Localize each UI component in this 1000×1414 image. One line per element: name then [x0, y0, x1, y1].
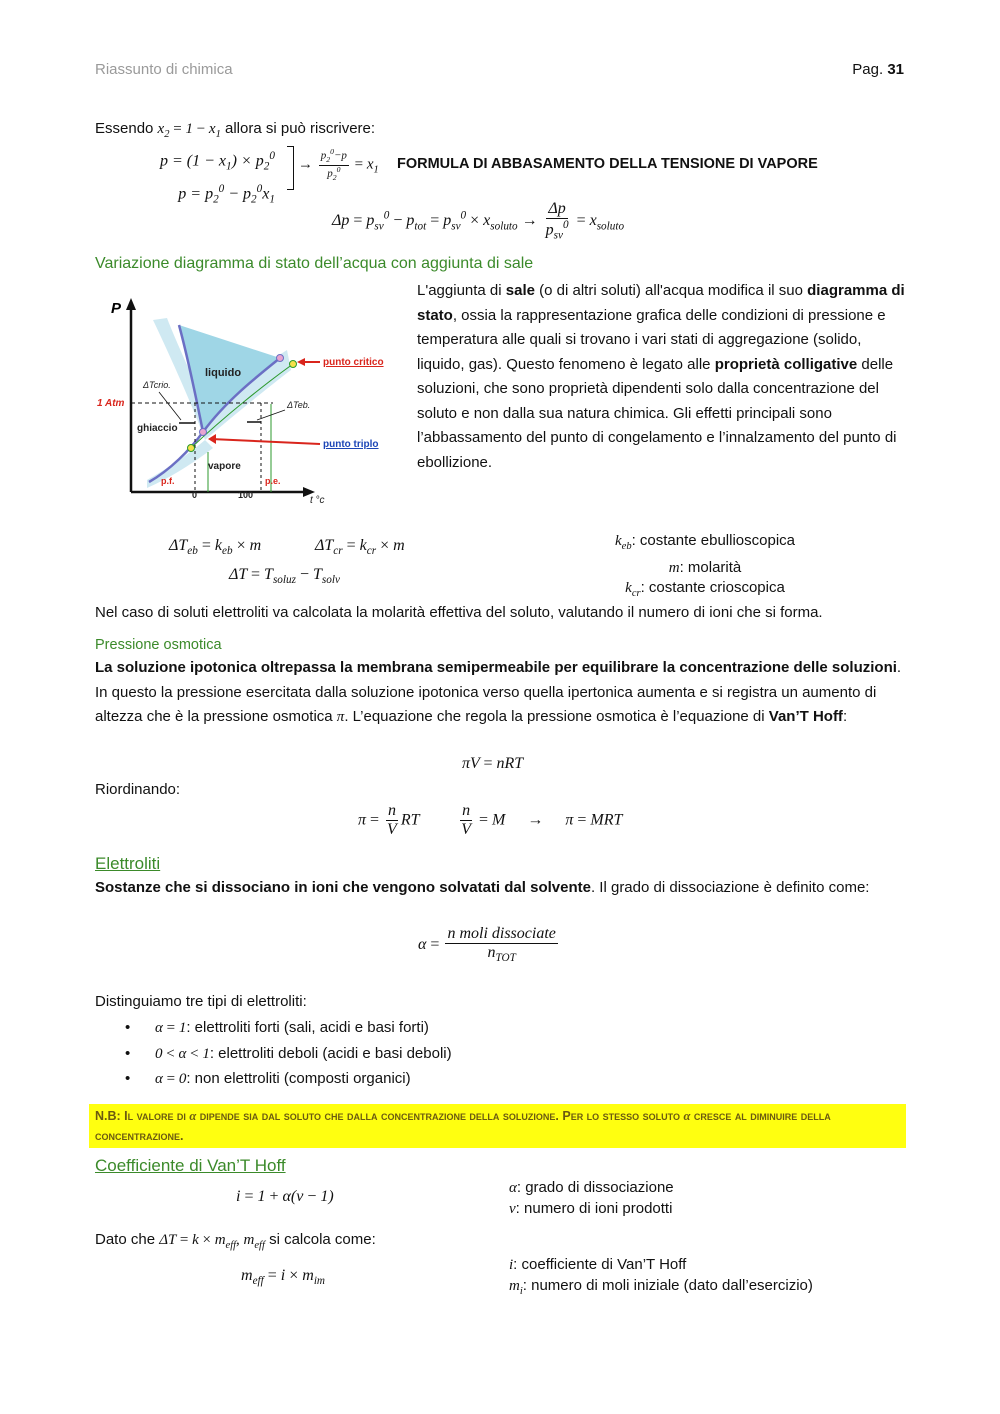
list-item: • α = 0: non elettroliti (composti organici): [155, 1067, 452, 1093]
solution-band-low: [147, 440, 213, 488]
triple-arrow: [211, 439, 320, 444]
triple-point-solution: [188, 445, 195, 452]
phase-diagram: [95, 292, 390, 510]
equation-alpha: α = $\frac{\text{n moli dissociate}}{n_{TOT}}$: [418, 925, 556, 965]
equation-dt: $\Delta T = T_{soluz} - T_{solv}$: [229, 566, 340, 587]
critical-point-solution: [290, 361, 297, 368]
osmotic-paragraph: La soluzione ipotonica oltrepassa la membrana semipermeabile per equilibrare la concentrazione delle soluzioni. In questo la pressione esercitata dalla soluzione ipotonica verso quella ipertonica aumenta e si registra un aumento di altezza che è la pressione osmotica π. L’equazione che regola la pressione osmotica è l’equazione di Van’T Hoff:: [95, 659, 902, 725]
given-line: Dato che $\Delta T = k \times m_{eff}$, $m_{eff}$ si calcola come:: [95, 1231, 376, 1251]
equation-system: $p = (1 - x_1) \times p_2^0$ $p = p_2^0 - p_2^0x_1$: [160, 150, 275, 206]
section-heading-diagram: Variazione diagramma di stato dell’acqua con aggiunta di sale: [95, 255, 534, 272]
critical-label: punto critico: [323, 357, 384, 368]
equation-dteb: $\Delta T_{eb} = k_{eb} \times m$: [169, 537, 262, 558]
electrolyte-types-list: [155, 1016, 452, 1093]
atm-label: 1 Atm: [97, 398, 125, 409]
tick-100: 100: [238, 490, 254, 500]
equation-dtcr: $\Delta T_{cr} = k_{cr} \times m$: [315, 537, 405, 558]
dt-crio-label: ΔTcrio.: [143, 380, 171, 390]
ice-label: ghiaccio: [137, 423, 178, 434]
intro-line: Essendo $x_2 = 1 - x_1$ allora si può riscrivere:: [95, 120, 376, 140]
list-item: • 0 < α < 1: elettroliti deboli (acidi e basi deboli): [155, 1042, 452, 1068]
critical-arrowhead: [297, 358, 305, 366]
equation-ratio: → $\frac{p_2^0-p}{p_2^0}$ = $x_1$: [298, 147, 379, 182]
page-number: Pag. 31: [852, 61, 904, 78]
section-heading-vanthoff: Coefficiente di Van’T Hoff: [95, 1156, 286, 1175]
legend-meff: i: coefficiente di Van’T Hoff $m_i$: numero di moli iniziale (dato dall’esercizio): [509, 1256, 813, 1297]
equation-i: i = 1 + α(v − 1): [236, 1188, 334, 1205]
electrolyte-note: Nel caso di soluti elettroliti va calcolata la molarità effettiva del soluto, valutando il numero di ioni che si forma.: [95, 604, 823, 621]
pe-label: p.e.: [265, 476, 281, 486]
dt-eb-label: ΔTeb.: [287, 400, 311, 410]
bracket: [287, 146, 294, 190]
tick-0: 0: [192, 490, 198, 500]
diagram-paragraph: L'aggiunta di sale (o di altri soluti) all'acqua modifica il suo diagramma di stato, ossia la rappresentazione grafica delle condizioni di pressione e temperatura alle quali si trovano i vari stati di aggregazione (solido, liquido, gas). Questo fenomeno è legato alle proprietà colligative delle soluzioni, che sono proprietà dipendenti solo dalla concentrazione del soluto e non dalla sua natura chimica. Gli effetti principali sono l’abbassamento del punto di congelamento e l’innalzamento del punto di ebollizione.: [417, 282, 905, 471]
nb-highlight: N.B: Il valore di α dipende sia dal soluto che dalla concentrazione della soluzione. Per lo stesso soluto α cresce al diminuire della concentrazione.: [89, 1104, 906, 1148]
reorder-label: Riordinando:: [95, 781, 181, 798]
list-item: • α = 1: elettroliti forti (sali, acidi e basi forti): [155, 1016, 452, 1042]
legend-colligative: $k_{eb}$: costante ebullioscopica m: molarità $k_{cr}$: costante crioscopica: [614, 532, 796, 599]
electrolytes-paragraph: Sostanze che si dissociano in ioni che vengono solvatati dal solvente. Il grado di dissociazione è definito come:: [95, 879, 870, 896]
section-heading-electrolytes: Elettroliti: [95, 854, 161, 873]
equation-delta-p: $\Delta p = p_{sv}^0 - p_{tot} = p_{sv}^0 \times x_{soluto}$ → $\frac{\Delta p}{p_{sv}^0}$ = $x_{soluto}$: [332, 200, 625, 242]
legend-vanthoff: α: grado di dissociazione v: numero di ioni prodotti: [509, 1179, 674, 1217]
liquid-label: liquido: [205, 367, 242, 379]
triple-label: punto triplo: [323, 439, 379, 450]
triple-point: [200, 429, 207, 436]
pf-label: p.f.: [161, 476, 175, 486]
vapor-label: vapore: [208, 461, 241, 472]
distinguish-label: Distinguiamo tre tipi di elettroliti:: [95, 993, 307, 1010]
equation-x2: $x_2 = 1 - x_1$: [157, 121, 221, 140]
equation-piv: πV = nRT: [462, 755, 524, 772]
running-header: Riassunto di chimica: [95, 61, 233, 78]
vapor-formula-label: FORMULA DI ABBASAMENTO DELLA TENSIONE DI VAPORE: [397, 156, 818, 172]
p-axis-arrow: [126, 298, 136, 310]
equation-pi-mrt: π = $\frac{n}{V}$ RT $\frac{n}{V}$ = M → π = MRT: [358, 802, 623, 839]
critical-point: [277, 355, 284, 362]
dt-crio-pointer: [159, 392, 181, 420]
p-label: P: [111, 300, 122, 317]
equation-meff: $m_{eff} = i \times m_{im}$: [241, 1267, 326, 1288]
t-label: t °c: [310, 495, 325, 506]
section-heading-osmotic: Pressione osmotica: [95, 637, 222, 653]
